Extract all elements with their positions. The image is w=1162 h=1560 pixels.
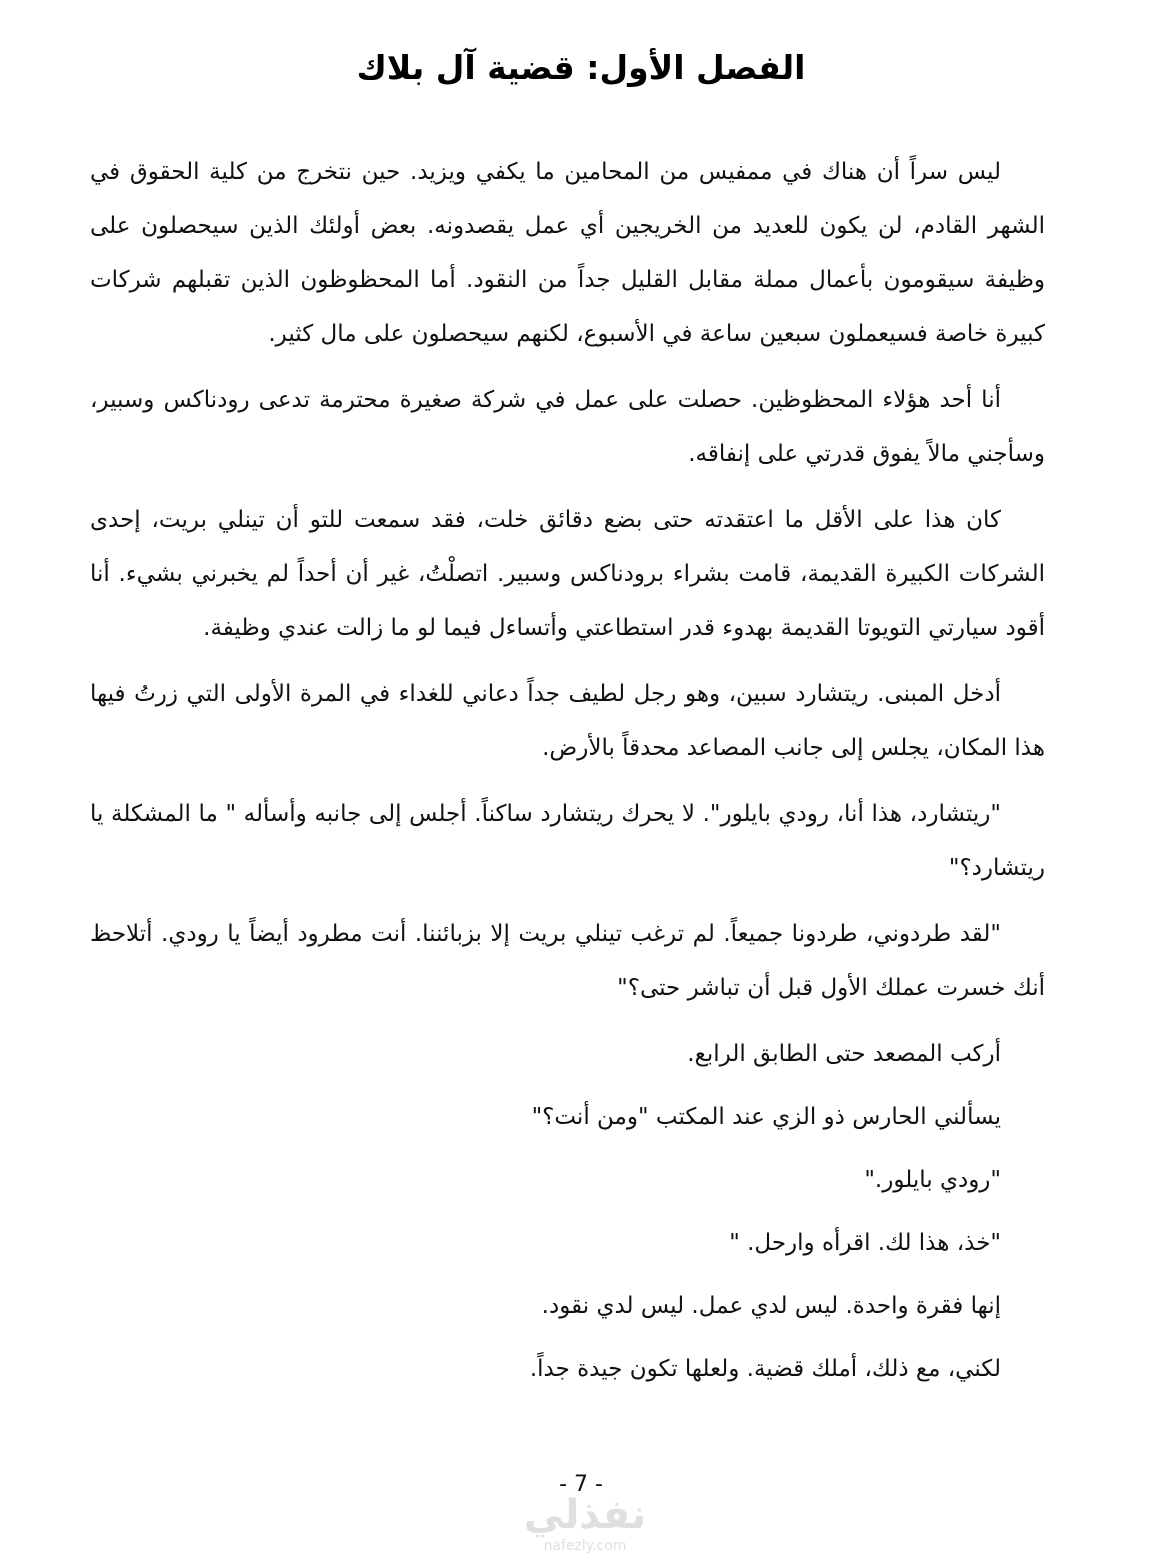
paragraph-7: أركب المصعد حتى الطابق الرابع. <box>687 1041 1001 1067</box>
chapter-body <box>90 145 1045 1405</box>
paragraph-3: كان هذا على الأقل ما اعتقدته حتى بضع دقائق خلت، فقد سمعت للتو أن تينلي بريت، إحدى الشركات الكبيرة القديمة، قامت بشراء برودناكس وسبير. اتصلْتُ، غير أن أحداً لم يخبرني بشيء. أنا أقود سيارتي التويوتا القديمة بهدوء قدر استطاعتي وأتساءل فيما لو ما زالت عندي وظيفة. <box>90 507 1045 641</box>
paragraph-12: لكني، مع ذلك، أملك قضية. ولعلها تكون جيدة جداً. <box>529 1356 1001 1382</box>
page-number: - 7 - <box>559 1472 603 1497</box>
paragraph-4: أدخل المبنى. ريتشارد سبين، وهو رجل لطيف جداً دعاني للغداء في المرة الأولى التي زرتُ فيها هذا المكان، يجلس إلى جانب المصاعد محدقاً بالأرض. <box>90 681 1045 761</box>
watermark-url: nafezly.com <box>543 1538 627 1554</box>
paragraph-8: يسألني الحارس ذو الزي عند المكتب "ومن أنت؟" <box>531 1104 1001 1130</box>
paragraph-6: "لقد طردوني، طردونا جميعاً. لم ترغب تينلي بريت إلا بزبائننا. أنت مطرود أيضاً يا رودي. أتلاحظ أنك خسرت عملك الأول قبل أن تباشر حتى؟" <box>90 921 1045 1001</box>
paragraph-5: "ريتشارد، هذا أنا، رودي بايلور". لا يحرك ريتشارد ساكناً. أجلس إلى جانبه وأسأله " ما المشكلة يا ريتشارد؟" <box>90 801 1045 881</box>
chapter-title: الفصل الأول: قضية آل بلاك <box>356 48 806 87</box>
paragraph-11: إنها فقرة واحدة. ليس لدي عمل. ليس لدي نقود. <box>541 1293 1001 1319</box>
paragraph-2: أنا أحد هؤلاء المحظوظين. حصلت على عمل في شركة صغيرة محترمة تدعى رودناكس وسبير، وسأجني مالاً يفوق قدرتي على إنفاقه. <box>90 387 1045 467</box>
paragraph-1: ليس سراً أن هناك في ممفيس من المحامين ما يكفي ويزيد. حين نتخرج من كلية الحقوق في الشهر القادم، لن يكون للعديد من الخريجين أي عمل يقصدونه. بعض أولئك الذين سيحصلون على وظيفة سيقومون بأعمال مملة مقابل القليل جداً من النقود. أما المحظوظون الذين تقبلهم شركات كبيرة خاصة فسيعملون سبعين ساعة في الأسبوع، لكنهم سيحصلون على مال كثير. <box>90 159 1045 347</box>
paragraph-9: "رودي بايلور." <box>864 1167 1001 1193</box>
watermark-logo: نفذلي <box>523 1492 647 1538</box>
nafezly-watermark <box>500 1492 670 1558</box>
paragraph-10: "خذ، هذا لك. اقرأه وارحل. " <box>729 1230 1001 1256</box>
